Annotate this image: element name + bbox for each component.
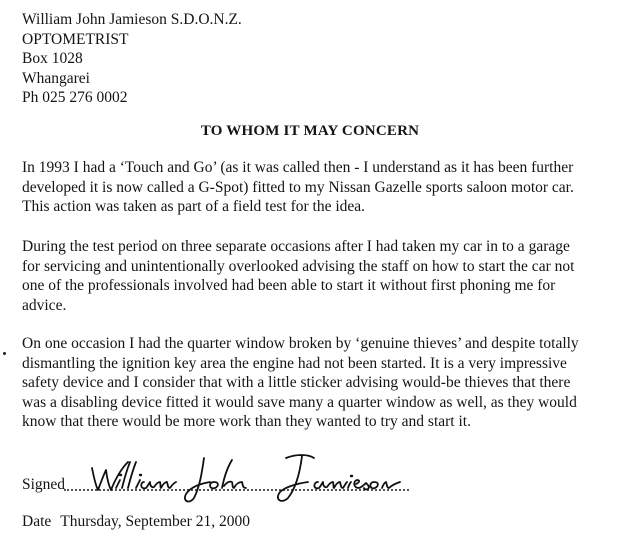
letter-heading: TO WHOM IT MAY CONCERN	[200, 123, 420, 139]
paragraph-2	[22, 237, 612, 315]
letterhead	[22, 10, 242, 108]
paragraph-line: one of the professionals involved had been able to start it without first phoning me for	[22, 277, 556, 295]
date-label: Date	[22, 513, 52, 530]
signed-label: Signed	[22, 476, 66, 493]
paragraph-line: advice.	[22, 296, 67, 314]
paragraph-1	[22, 158, 612, 217]
paragraph-line: was a disabling device fitted it would save many a quarter window as well, as they would	[22, 393, 577, 411]
paragraph-line: In 1993 I had a ‘Touch and Go’ (as it was called then - I understand as it has been further	[22, 159, 574, 176]
paragraph-line: On one occasion I had the quarter window broken by ‘genuine thieves’ and despite totally	[22, 335, 579, 352]
date-value: Thursday, September 21, 2000	[60, 513, 250, 530]
signature-row	[22, 476, 65, 494]
sender-name: William John Jamieson S.D.O.N.Z.	[22, 11, 242, 28]
sender-title: OPTOMETRIST	[22, 30, 129, 48]
paragraph-line: During the test period on three separate occasions after I had taken my car in to a garage	[22, 238, 570, 255]
handwritten-signature	[64, 448, 424, 508]
paragraph-line: dismantling the ignition key area the engine had not been started. It is a very impressive	[22, 354, 567, 372]
sender-box: Box 1028	[22, 50, 83, 67]
paragraph-line: This action was taken as part of a field test for the idea.	[22, 198, 366, 216]
paragraph-line: safety device and I consider that with a little sticker advising would-be thieves that there	[22, 374, 571, 392]
paragraph-3	[22, 334, 612, 432]
sender-city: Whangarei	[22, 69, 90, 87]
date-row	[22, 513, 250, 531]
paragraph-line: for servicing and unintentionally overlooked advising the staff on how to start the car not	[22, 257, 575, 275]
margin-mark	[3, 352, 6, 355]
paragraph-line: know that there would be more work than they wanted to try and start it.	[22, 413, 471, 431]
paragraph-line: developed it is now called a G-Spot) fitted to my Nissan Gazelle sports saloon motor car.	[22, 178, 574, 196]
sender-phone: Ph 025 276 0002	[22, 89, 128, 106]
